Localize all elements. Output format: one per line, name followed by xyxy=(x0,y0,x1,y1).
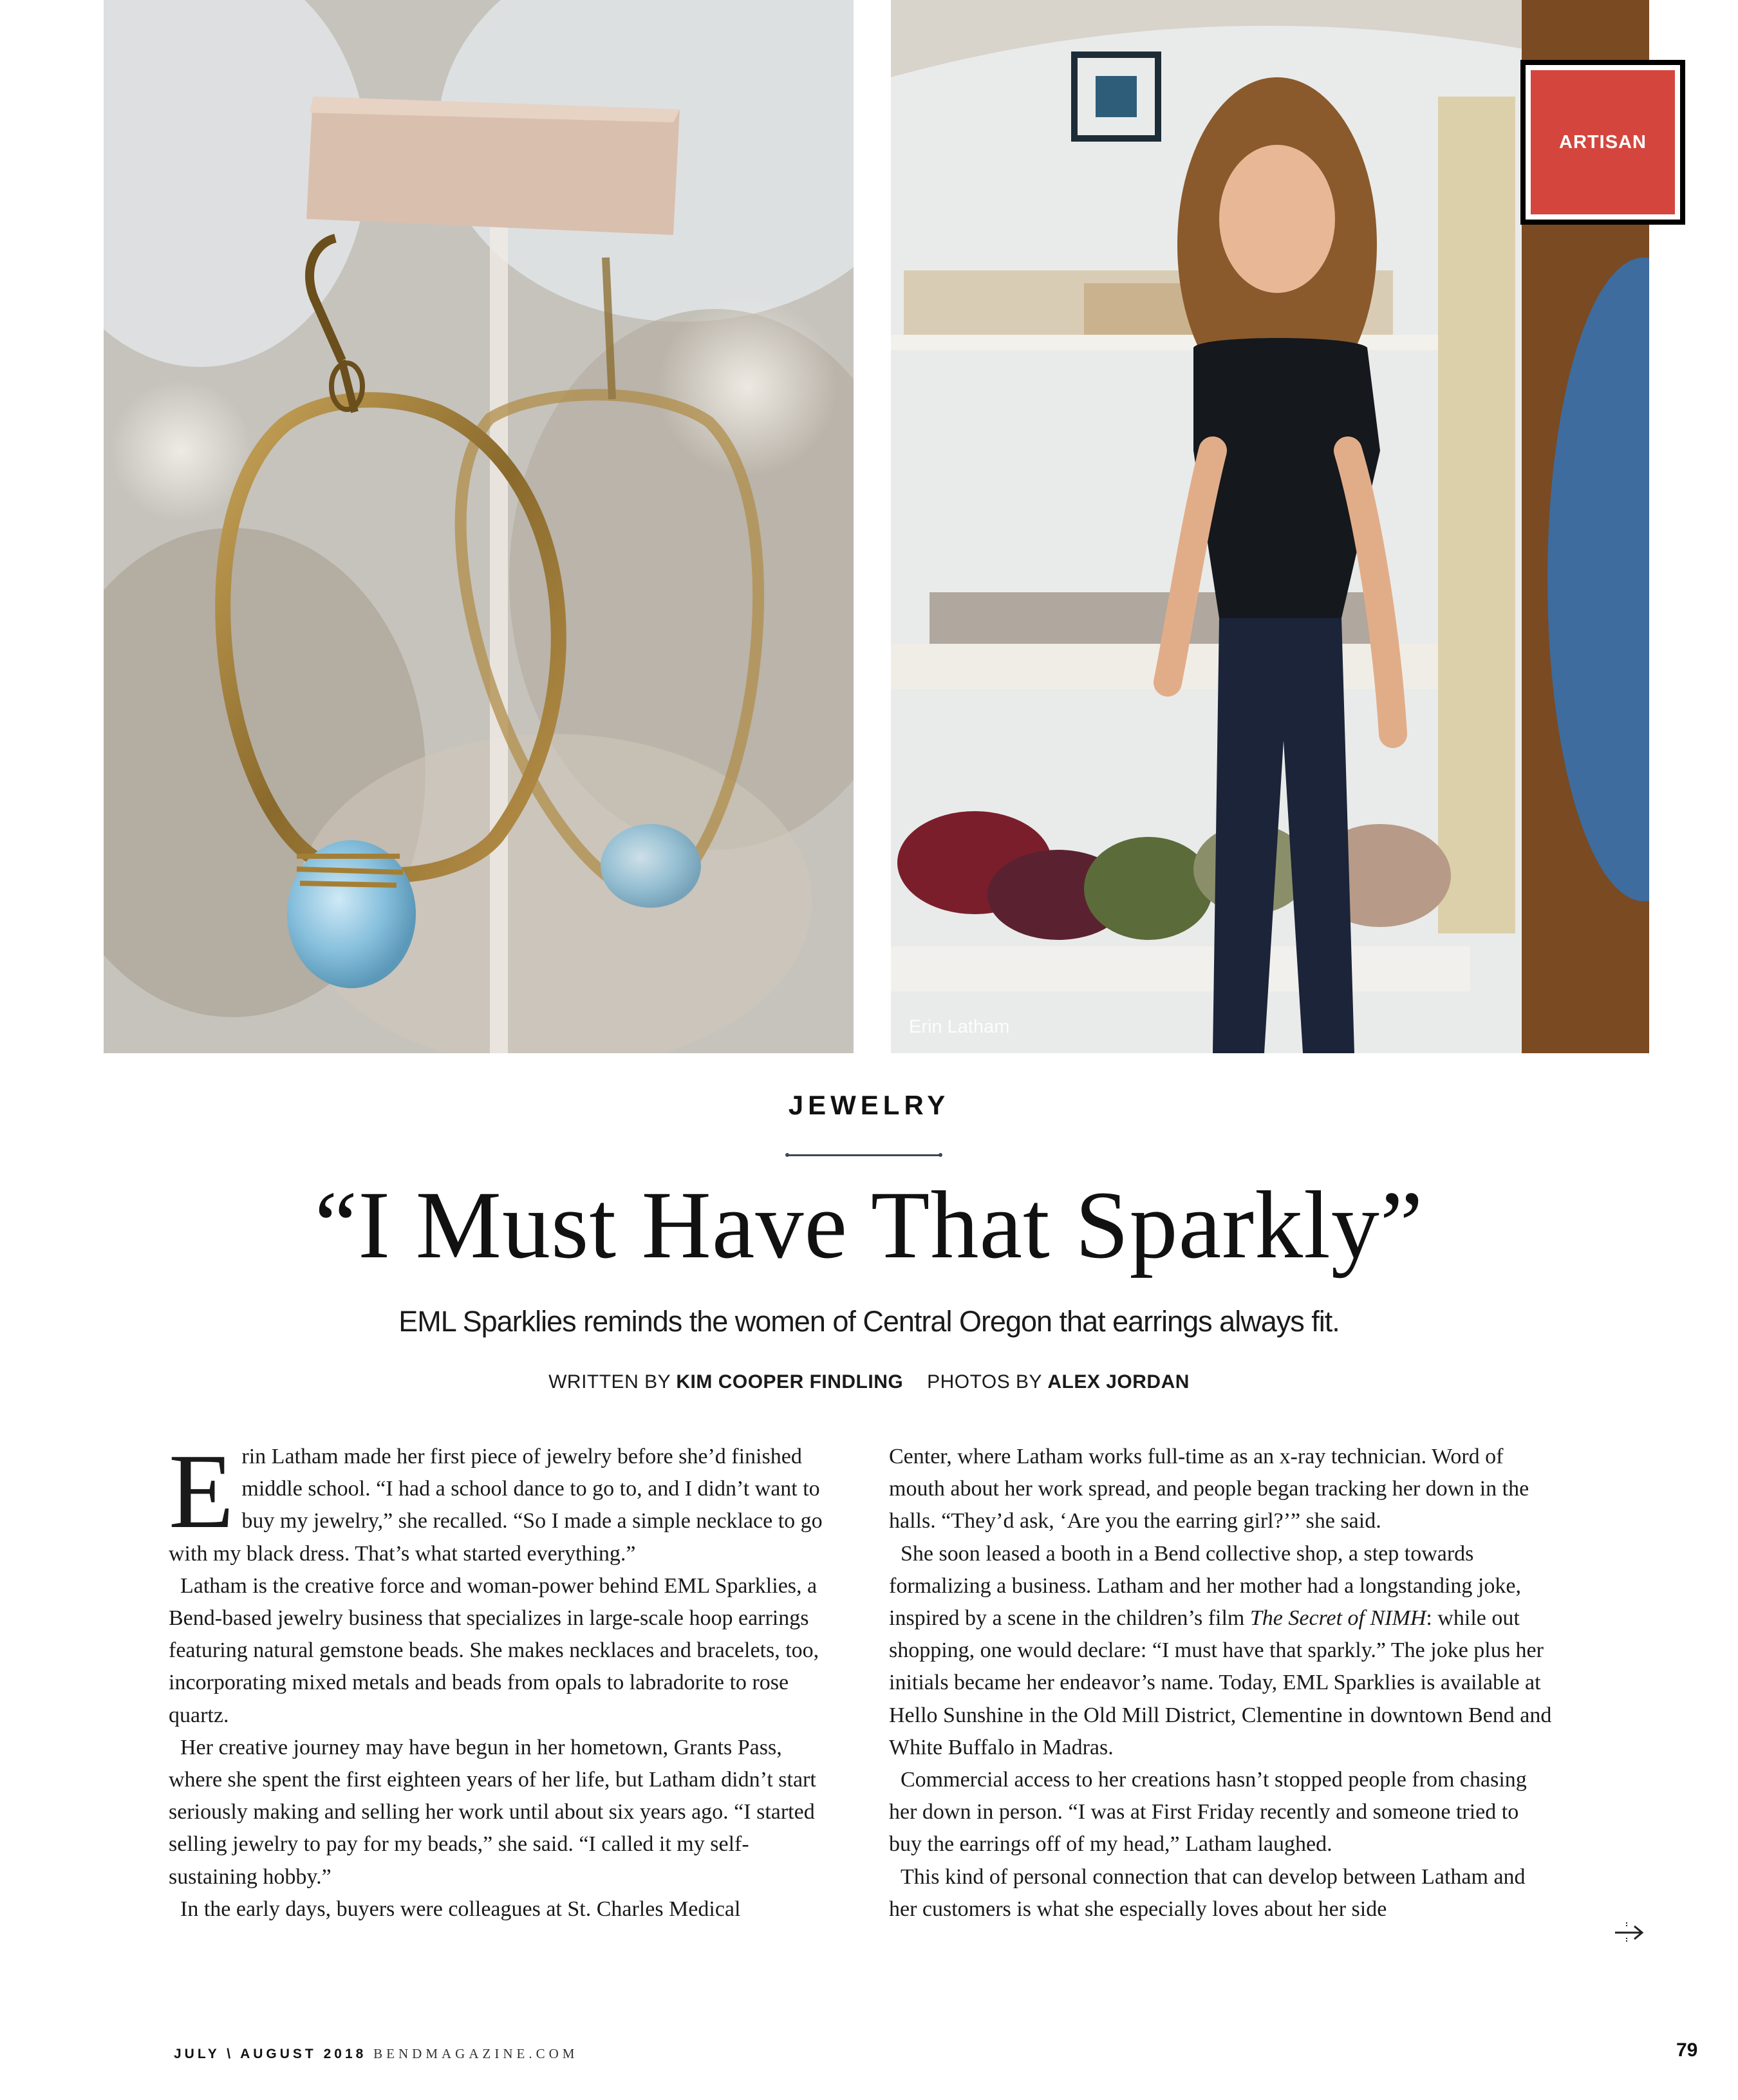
photo-caption: Erin Latham xyxy=(909,1017,1010,1037)
article-paragraph: Her creative journey may have begun in her hometown, Grants Pass, where she spent the first eighteen years of her life, but Latham didn’t start seriously making and selling her work until about six years ago. “I started selling jewelry to pay for my beads,” she said. “I called it my self-sustaining hobby.” xyxy=(169,1735,816,1889)
article-dek: EML Sparklies reminds the women of Central Oregon that earrings always fit. xyxy=(398,1305,1340,1338)
article-headline: “I Must Have That Sparkly” xyxy=(314,1172,1424,1279)
byline-author: KIM COOPER FINDLING xyxy=(676,1371,904,1392)
byline xyxy=(0,1371,1738,1393)
earrings-illustration xyxy=(104,0,854,1053)
badge-label: ARTISAN xyxy=(1559,131,1647,153)
footer-issue: JULY \ AUGUST 2018 xyxy=(174,2047,367,2061)
article-paragraph: She soon leased a booth in a Bend collective shop, a step towards formalizing a business. Latham and her mother had a longstanding joke, inspired by a scene in the children’s film The Secret of NIMH: while out shopping, one would declare: “I must have that sparkly.” The joke plus her initials became her endeavor’s name. Today, EML Sparklies is available at Hello Sunshine in the Old Mill District, Clementine in downtown Bend and White Buffalo in Madras. xyxy=(889,1541,1552,1759)
footer-issue-line xyxy=(174,2046,578,2062)
article-column-left xyxy=(169,1432,832,1926)
article-paragraph: Center, where Latham works full-time as an x-ray technician. Word of mouth about her work spread, and people began tracking her down in the halls. “They’d ask, ‘Are you the earring girl?’” she said. xyxy=(889,1445,1529,1533)
section-badge xyxy=(1520,60,1685,225)
article-paragraph: In the early days, buyers were colleagues at St. Charles Medical xyxy=(180,1897,741,1921)
article-paragraph: Commercial access to her creations hasn’t stopped people from chasing her down in person. “I was at First Friday recently and someone tried to buy the earrings off of my head,” Latham laughed. xyxy=(889,1768,1527,1857)
article-paragraph: Erin Latham made her first piece of jewelry before she’d finished middle school. “I had a school dance to go to, and I didn’t want to buy my jewelry,” she recalled. “So I made a simple necklace to go with my black dress. That’s what started everything.” xyxy=(169,1432,823,1566)
article-column-right xyxy=(889,1441,1552,1926)
page-number: 79 xyxy=(1676,2039,1698,2061)
article-paragraph: This kind of personal connection that can develop between Latham and her customers is what she especially loves about her side xyxy=(889,1864,1526,1921)
byline-written-prefix: WRITTEN BY xyxy=(548,1371,671,1392)
film-title: The Secret of NIMH xyxy=(1249,1606,1426,1631)
drop-cap: E xyxy=(169,1432,234,1550)
earrings-photo xyxy=(104,0,854,1053)
byline-photographer: ALEX JORDAN xyxy=(1047,1371,1190,1392)
section-kicker: JEWELRY xyxy=(788,1090,950,1120)
byline-photos-prefix: PHOTOS BY xyxy=(927,1371,1042,1392)
article-paragraph: Latham is the creative force and woman-power behind EML Sparklies, a Bend-based jewelry business that specializes in large-scale hoop earrings featuring natural gemstone beads. She makes necklaces and bracelets, too, incorporating mixed metals and beads from opals to labradorite to rose quartz. xyxy=(169,1573,819,1727)
continued-arrow-icon xyxy=(1612,1920,1645,1945)
kicker-divider xyxy=(788,1154,940,1156)
footer-website: BENDMAGAZINE.COM xyxy=(373,2046,579,2061)
